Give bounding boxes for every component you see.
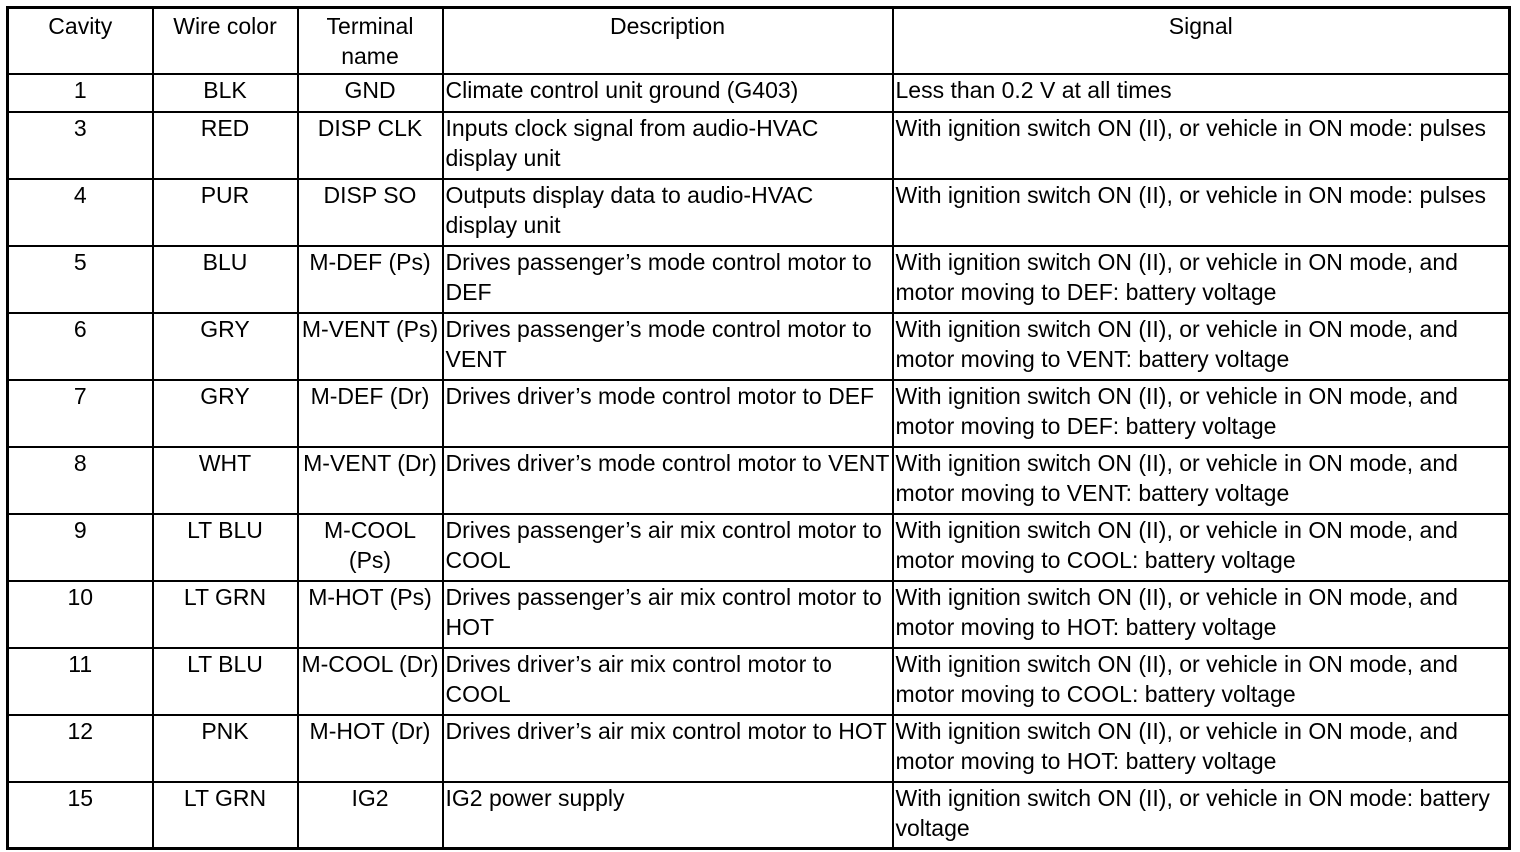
cell-terminal-name: M-DEF (Dr) bbox=[298, 380, 443, 447]
table-row bbox=[8, 74, 1510, 112]
cell-description: Outputs display data to audio-HVAC display unit bbox=[443, 179, 893, 246]
terminal-table bbox=[6, 6, 1511, 850]
table-row bbox=[8, 715, 1510, 782]
cell-description: Drives driver’s mode control motor to VENT bbox=[443, 447, 893, 514]
table-row bbox=[8, 380, 1510, 447]
cell-description: Drives passenger’s air mix control motor to COOL bbox=[443, 514, 893, 581]
header-wire-color: Wire color bbox=[153, 8, 298, 74]
cell-wire-color: GRY bbox=[153, 313, 298, 380]
table-row bbox=[8, 514, 1510, 581]
cell-terminal-name: DISP SO bbox=[298, 179, 443, 246]
cell-signal: With ignition switch ON (II), or vehicle in ON mode, and motor moving to DEF: battery voltage bbox=[893, 380, 1510, 447]
cell-description: Drives driver’s mode control motor to DEF bbox=[443, 380, 893, 447]
cell-cavity: 5 bbox=[8, 246, 153, 313]
cell-description: Drives passenger’s air mix control motor to HOT bbox=[443, 581, 893, 648]
table-row bbox=[8, 447, 1510, 514]
table-row bbox=[8, 112, 1510, 179]
cell-wire-color: GRY bbox=[153, 380, 298, 447]
cell-wire-color: BLK bbox=[153, 74, 298, 112]
cell-cavity: 4 bbox=[8, 179, 153, 246]
cell-wire-color: WHT bbox=[153, 447, 298, 514]
cell-wire-color: PUR bbox=[153, 179, 298, 246]
cell-wire-color: BLU bbox=[153, 246, 298, 313]
cell-cavity: 7 bbox=[8, 380, 153, 447]
table-row bbox=[8, 246, 1510, 313]
cell-terminal-name: IG2 bbox=[298, 782, 443, 849]
cell-wire-color: PNK bbox=[153, 715, 298, 782]
cell-description: Drives driver’s air mix control motor to COOL bbox=[443, 648, 893, 715]
cell-signal: With ignition switch ON (II), or vehicle in ON mode, and motor moving to COOL: battery voltage bbox=[893, 648, 1510, 715]
cell-signal: With ignition switch ON (II), or vehicle in ON mode, and motor moving to HOT: battery voltage bbox=[893, 581, 1510, 648]
cell-signal: With ignition switch ON (II), or vehicle in ON mode, and motor moving to DEF: battery voltage bbox=[893, 246, 1510, 313]
cell-signal: With ignition switch ON (II), or vehicle in ON mode: battery voltage bbox=[893, 782, 1510, 849]
cell-description: Drives passenger’s mode control motor to DEF bbox=[443, 246, 893, 313]
header-signal: Signal bbox=[893, 8, 1510, 74]
header-cavity: Cavity bbox=[8, 8, 153, 74]
cell-terminal-name: DISP CLK bbox=[298, 112, 443, 179]
cell-description: Drives driver’s air mix control motor to HOT bbox=[443, 715, 893, 782]
header-description: Description bbox=[443, 8, 893, 74]
cell-cavity: 8 bbox=[8, 447, 153, 514]
cell-signal: With ignition switch ON (II), or vehicle in ON mode, and motor moving to VENT: battery voltage bbox=[893, 447, 1510, 514]
cell-wire-color: LT BLU bbox=[153, 648, 298, 715]
table-row bbox=[8, 313, 1510, 380]
cell-signal: Less than 0.2 V at all times bbox=[893, 74, 1510, 112]
cell-terminal-name: M-HOT (Dr) bbox=[298, 715, 443, 782]
cell-terminal-name: M-COOL (Ps) bbox=[298, 514, 443, 581]
table-header-row bbox=[8, 8, 1510, 74]
cell-signal: With ignition switch ON (II), or vehicle in ON mode: pulses bbox=[893, 112, 1510, 179]
cell-signal: With ignition switch ON (II), or vehicle in ON mode, and motor moving to HOT: battery voltage bbox=[893, 715, 1510, 782]
cell-description: Inputs clock signal from audio-HVAC display unit bbox=[443, 112, 893, 179]
cell-cavity: 6 bbox=[8, 313, 153, 380]
table-row bbox=[8, 581, 1510, 648]
cell-signal: With ignition switch ON (II), or vehicle in ON mode, and motor moving to VENT: battery voltage bbox=[893, 313, 1510, 380]
cell-wire-color: LT BLU bbox=[153, 514, 298, 581]
cell-signal: With ignition switch ON (II), or vehicle in ON mode: pulses bbox=[893, 179, 1510, 246]
cell-cavity: 11 bbox=[8, 648, 153, 715]
cell-cavity: 9 bbox=[8, 514, 153, 581]
cell-terminal-name: M-VENT (Dr) bbox=[298, 447, 443, 514]
table-row bbox=[8, 648, 1510, 715]
cell-description: IG2 power supply bbox=[443, 782, 893, 849]
cell-terminal-name: M-VENT (Ps) bbox=[298, 313, 443, 380]
cell-cavity: 1 bbox=[8, 74, 153, 112]
cell-description: Climate control unit ground (G403) bbox=[443, 74, 893, 112]
cell-wire-color: LT GRN bbox=[153, 581, 298, 648]
cell-cavity: 10 bbox=[8, 581, 153, 648]
cell-cavity: 15 bbox=[8, 782, 153, 849]
cell-terminal-name: M-COOL (Dr) bbox=[298, 648, 443, 715]
table-row bbox=[8, 782, 1510, 849]
header-terminal-name: Terminal name bbox=[298, 8, 443, 74]
cell-wire-color: RED bbox=[153, 112, 298, 179]
table-row bbox=[8, 179, 1510, 246]
cell-terminal-name: GND bbox=[298, 74, 443, 112]
cell-cavity: 12 bbox=[8, 715, 153, 782]
cell-terminal-name: M-DEF (Ps) bbox=[298, 246, 443, 313]
cell-wire-color: LT GRN bbox=[153, 782, 298, 849]
cell-signal: With ignition switch ON (II), or vehicle in ON mode, and motor moving to COOL: battery voltage bbox=[893, 514, 1510, 581]
cell-description: Drives passenger’s mode control motor to VENT bbox=[443, 313, 893, 380]
cell-cavity: 3 bbox=[8, 112, 153, 179]
cell-terminal-name: M-HOT (Ps) bbox=[298, 581, 443, 648]
